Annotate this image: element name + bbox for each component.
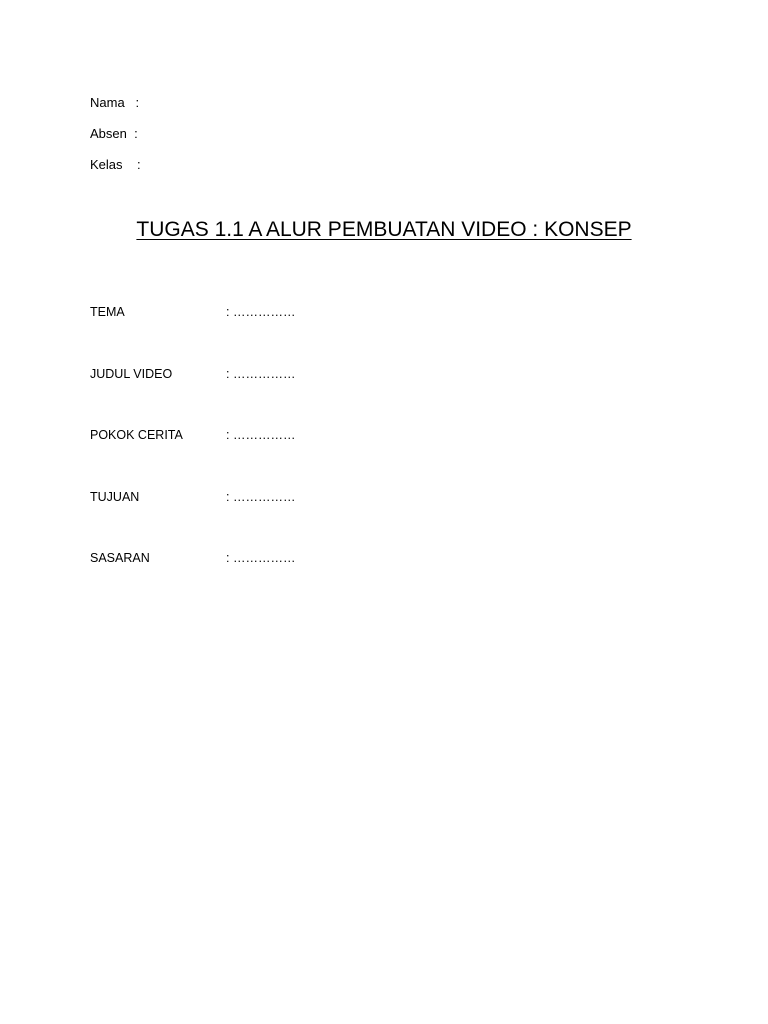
identity-label-nama: Nama : [90, 95, 140, 110]
field-row-pokok-cerita [90, 427, 295, 489]
field-label-sasaran: SASARAN [90, 551, 150, 565]
identity-label-kelas: Kelas : [90, 157, 141, 172]
identity-row-kelas [90, 156, 141, 187]
field-label-pokok-cerita: POKOK CERITA [90, 428, 183, 442]
field-row-tujuan [90, 489, 295, 551]
field-value-sasaran: : …………… [226, 551, 296, 565]
field-label-tujuan: TUJUAN [90, 489, 140, 504]
field-label-tema: TEMA [90, 305, 125, 319]
field-value-pokok-cerita: : …………… [226, 428, 296, 442]
field-label-judul-video: JUDUL VIDEO [90, 366, 173, 381]
identity-row-absen [90, 125, 141, 156]
fields-section [90, 304, 295, 612]
field-value-tema: : …………… [226, 305, 296, 319]
field-value-tujuan: : …………… [226, 489, 296, 504]
document-title-text: TUGAS 1.1 A ALUR PEMBUATAN VIDEO : KONSEP [136, 218, 632, 241]
field-row-sasaran [90, 550, 295, 612]
identity-row-nama [90, 94, 141, 125]
field-row-judul-video [90, 366, 295, 428]
document-title [0, 216, 768, 244]
field-row-tema [90, 304, 295, 366]
identity-section [90, 94, 141, 187]
field-value-judul-video: : …………… [226, 366, 296, 381]
identity-label-absen: Absen : [90, 126, 138, 141]
